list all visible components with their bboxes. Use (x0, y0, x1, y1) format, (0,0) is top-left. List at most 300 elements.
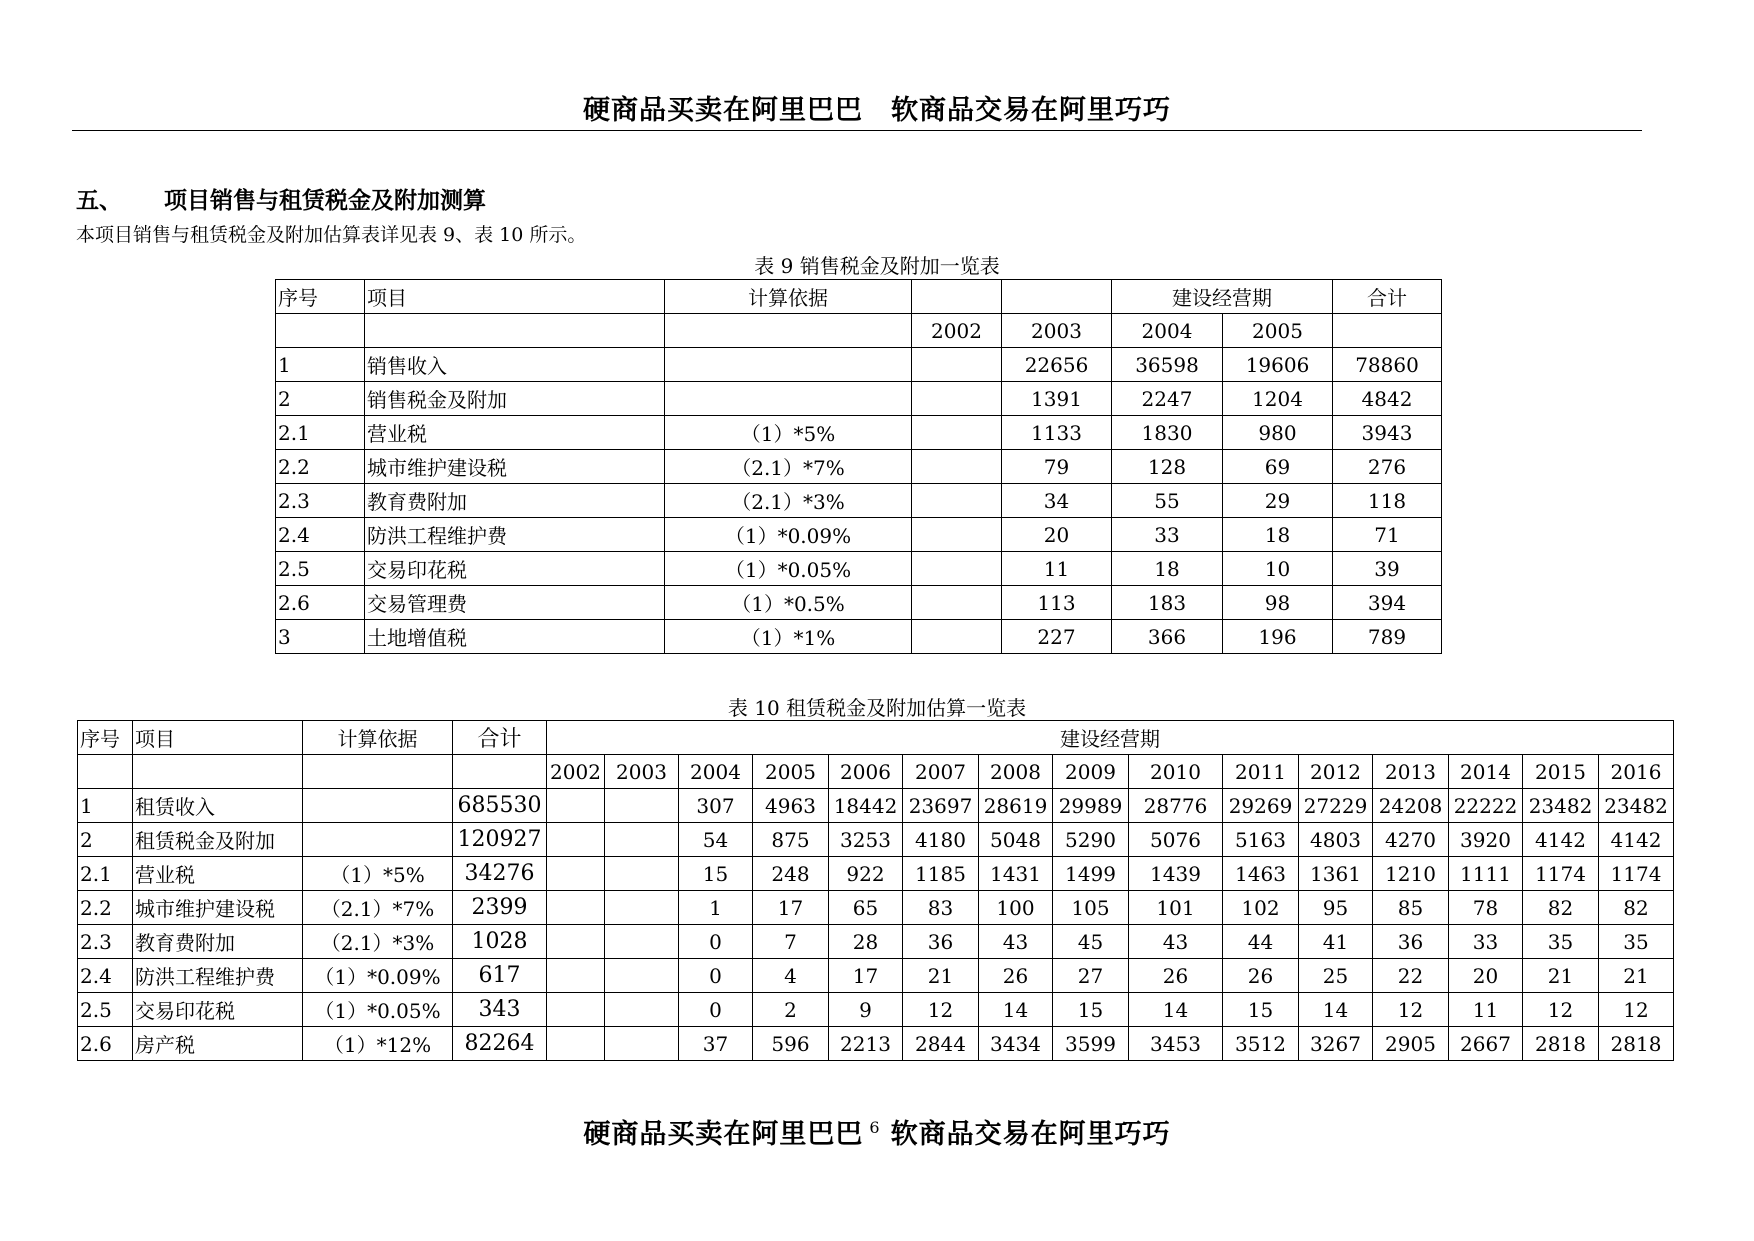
table10-caption: 表 10 租赁税金及附加估算一览表 (727, 696, 1027, 720)
table10-year: 2014 (1449, 755, 1523, 789)
table9-cell-value: 20 (1002, 518, 1112, 552)
table10-cell-value: 27 (1053, 959, 1129, 993)
table10-cell-value (547, 891, 605, 925)
table10-cell-value: 3453 (1129, 1027, 1223, 1061)
table10-year-blank (78, 755, 133, 789)
table9-cell-no: 1 (276, 348, 365, 382)
table10-cell-total: 617 (453, 959, 547, 993)
table10-cell-value (605, 925, 679, 959)
table10-cell-value (605, 823, 679, 857)
table9-cell-value: 1830 (1112, 416, 1223, 450)
table9-year-blank (665, 314, 912, 348)
table9-cell-value: 18 (1223, 518, 1333, 552)
intro-paragraph: 本项目销售与租赁税金及附加估算表详见表 9、表 10 所示。 (76, 224, 587, 246)
table9-cell-value: 183 (1112, 586, 1223, 620)
table9-cell-total: 39 (1333, 552, 1442, 586)
table10-header-basis: 计算依据 (303, 721, 453, 755)
table9-header-row (276, 280, 1442, 314)
table9-cell-value (912, 484, 1002, 518)
table10-row (78, 823, 1674, 857)
table10-cell-total: 120927 (453, 823, 547, 857)
footer-right-text: 软商品交易在阿里巧巧 (890, 1119, 1171, 1150)
table9-cell-value: 980 (1223, 416, 1333, 450)
table10-cell-value: 2 (753, 993, 829, 1027)
table10-cell-item: 防洪工程维护费 (133, 959, 303, 993)
table10-body (78, 789, 1674, 1061)
table10-cell-value: 20 (1449, 959, 1523, 993)
table10-cell-value: 17 (753, 891, 829, 925)
table9-cell-value: 1204 (1223, 382, 1333, 416)
table9-year: 2003 (1002, 314, 1112, 348)
section-heading (76, 182, 486, 215)
table10-cell-value: 15 (1223, 993, 1299, 1027)
table9-caption: 表 9 销售税金及附加一览表 (754, 254, 1000, 278)
table10-cell-value (605, 789, 679, 823)
table9-year: 2004 (1112, 314, 1223, 348)
table10-row (78, 857, 1674, 891)
table9-cell-total: 4842 (1333, 382, 1442, 416)
table10-header-row (78, 721, 1674, 755)
table9-cell-value (912, 450, 1002, 484)
table10-cell-value: 83 (903, 891, 979, 925)
table10-cell-value: 0 (679, 925, 753, 959)
table10-cell-value: 82 (1599, 891, 1674, 925)
table10-cell-value: 4963 (753, 789, 829, 823)
table10-year-blank (303, 755, 453, 789)
table10-cell-value: 1499 (1053, 857, 1129, 891)
rental-tax-table (77, 720, 1674, 1061)
table10-cell-value: 29269 (1223, 789, 1299, 823)
table10-cell-item: 交易印花税 (133, 993, 303, 1027)
table10-cell-value: 2844 (903, 1027, 979, 1061)
table10-header-item: 项目 (133, 721, 303, 755)
table10-cell-value: 23697 (903, 789, 979, 823)
table10-cell-value: 11 (1449, 993, 1523, 1027)
table9-row (276, 484, 1442, 518)
table10-header-no: 序号 (78, 721, 133, 755)
table10-cell-value: 4180 (903, 823, 979, 857)
table10-cell-total: 1028 (453, 925, 547, 959)
table9-cell-total: 789 (1333, 620, 1442, 654)
table10-cell-value: 26 (979, 959, 1053, 993)
table10-year-row (78, 755, 1674, 789)
table10-cell-value: 4270 (1373, 823, 1449, 857)
table10-cell-item: 教育费附加 (133, 925, 303, 959)
table10-cell-basis: （1）*0.09% (303, 959, 453, 993)
table10-cell-value: 78 (1449, 891, 1523, 925)
table9-year: 2002 (912, 314, 1002, 348)
table9-cell-value: 113 (1002, 586, 1112, 620)
table9-cell-item: 销售收入 (365, 348, 665, 382)
table10-cell-value: 65 (829, 891, 903, 925)
table9-header-blank (1002, 280, 1112, 314)
table9-cell-value: 11 (1002, 552, 1112, 586)
table10-year-blank (453, 755, 547, 789)
table9-cell-value: 2247 (1112, 382, 1223, 416)
table9-cell-no: 2.3 (276, 484, 365, 518)
table10-cell-value (605, 993, 679, 1027)
table9-cell-basis: （1）*1% (665, 620, 912, 654)
table9-cell-value: 128 (1112, 450, 1223, 484)
table10-cell-value (547, 993, 605, 1027)
table10-cell-value: 1174 (1523, 857, 1599, 891)
table10-cell-value: 1174 (1599, 857, 1674, 891)
table9-row (276, 586, 1442, 620)
table10-cell-value: 5290 (1053, 823, 1129, 857)
table10-cell-value: 2213 (829, 1027, 903, 1061)
table10-year-blank (133, 755, 303, 789)
table10-cell-value (547, 959, 605, 993)
table10-cell-value: 14 (1129, 993, 1223, 1027)
table10-cell-no: 2.1 (78, 857, 133, 891)
table10-cell-value: 12 (903, 993, 979, 1027)
table10-cell-value: 54 (679, 823, 753, 857)
table10-cell-basis (303, 789, 453, 823)
table10-cell-value: 102 (1223, 891, 1299, 925)
table9-cell-value (912, 348, 1002, 382)
table10-year: 2016 (1599, 755, 1674, 789)
table9-cell-value (912, 382, 1002, 416)
table10-cell-value: 0 (679, 993, 753, 1027)
table10-cell-value: 21 (1523, 959, 1599, 993)
table10-cell-value: 1463 (1223, 857, 1299, 891)
table10-year: 2007 (903, 755, 979, 789)
table10-cell-no: 2 (78, 823, 133, 857)
table10-cell-value: 95 (1299, 891, 1373, 925)
table10-cell-value (547, 857, 605, 891)
page-header: 硬商品买卖在阿里巴巴 软商品交易在阿里巧巧 (583, 95, 1171, 126)
section-number: 五、 (76, 187, 122, 214)
table9-cell-basis (665, 382, 912, 416)
table10-cell-value: 2667 (1449, 1027, 1523, 1061)
table10-year: 2013 (1373, 755, 1449, 789)
table9-cell-value: 69 (1223, 450, 1333, 484)
table10-row (78, 959, 1674, 993)
table10-cell-value (605, 891, 679, 925)
footer-left-text: 硬商品买卖在阿里巴巴 (583, 1119, 864, 1150)
table10-cell-value: 1111 (1449, 857, 1523, 891)
table9-row (276, 450, 1442, 484)
table9-cell-basis: （1）*0.5% (665, 586, 912, 620)
table9-cell-item: 交易印花税 (365, 552, 665, 586)
table9-cell-value: 196 (1223, 620, 1333, 654)
table10-cell-value: 12 (1373, 993, 1449, 1027)
table10-cell-value: 5048 (979, 823, 1053, 857)
table10-cell-value: 29989 (1053, 789, 1129, 823)
table10-cell-value: 28776 (1129, 789, 1223, 823)
table10-year: 2009 (1053, 755, 1129, 789)
table10-cell-value: 3253 (829, 823, 903, 857)
table10-year: 2005 (753, 755, 829, 789)
table9-header-blank (912, 280, 1002, 314)
table10-cell-value: 33 (1449, 925, 1523, 959)
table9-cell-value (912, 620, 1002, 654)
table9-cell-value: 79 (1002, 450, 1112, 484)
table9-cell-value: 33 (1112, 518, 1223, 552)
table9-cell-basis: （2.1）*3% (665, 484, 912, 518)
table10-year: 2006 (829, 755, 903, 789)
page-footer (0, 1112, 1754, 1151)
table10-cell-value: 5163 (1223, 823, 1299, 857)
table10-cell-no: 2.2 (78, 891, 133, 925)
table9-year-blank (276, 314, 365, 348)
table10-cell-value: 85 (1373, 891, 1449, 925)
table9-cell-total: 71 (1333, 518, 1442, 552)
table10-cell-item: 营业税 (133, 857, 303, 891)
table10-cell-basis: （2.1）*7% (303, 891, 453, 925)
table9-header-period: 建设经营期 (1112, 280, 1333, 314)
table10-cell-basis: （1）*12% (303, 1027, 453, 1061)
table9-cell-item: 土地增值税 (365, 620, 665, 654)
table10-year: 2010 (1129, 755, 1223, 789)
table9-cell-item: 营业税 (365, 416, 665, 450)
table10-year: 2008 (979, 755, 1053, 789)
table10-cell-value: 4142 (1523, 823, 1599, 857)
header-divider (72, 130, 1642, 131)
table10-cell-value: 21 (903, 959, 979, 993)
table9-cell-total: 394 (1333, 586, 1442, 620)
sales-tax-table (275, 279, 1442, 654)
table9-cell-basis (665, 348, 912, 382)
table9-cell-basis: （1）*5% (665, 416, 912, 450)
table10-cell-no: 1 (78, 789, 133, 823)
table10-cell-item: 租赁收入 (133, 789, 303, 823)
table10-year: 2011 (1223, 755, 1299, 789)
table10-cell-value: 82 (1523, 891, 1599, 925)
table10-cell-value: 3920 (1449, 823, 1523, 857)
table10-cell-value: 14 (1299, 993, 1373, 1027)
table10-cell-value: 1210 (1373, 857, 1449, 891)
table9-cell-value: 1391 (1002, 382, 1112, 416)
table10-cell-value: 44 (1223, 925, 1299, 959)
table10-cell-value (605, 1027, 679, 1061)
table10-row (78, 891, 1674, 925)
table10-cell-value: 105 (1053, 891, 1129, 925)
table10-cell-value: 1431 (979, 857, 1053, 891)
table10-cell-value: 25 (1299, 959, 1373, 993)
table10-row (78, 1027, 1674, 1061)
table9-cell-value: 36598 (1112, 348, 1223, 382)
table10-cell-value: 4803 (1299, 823, 1373, 857)
table9-year-row (276, 314, 1442, 348)
table10-year: 2015 (1523, 755, 1599, 789)
table9-cell-value: 1133 (1002, 416, 1112, 450)
table9-cell-value: 366 (1112, 620, 1223, 654)
table10-cell-value: 12 (1523, 993, 1599, 1027)
table10-cell-value: 4 (753, 959, 829, 993)
table10-row (78, 789, 1674, 823)
table10-cell-value: 41 (1299, 925, 1373, 959)
table10-cell-value: 2818 (1599, 1027, 1674, 1061)
table9-cell-basis: （1）*0.05% (665, 552, 912, 586)
table9-header-basis: 计算依据 (665, 280, 912, 314)
table10-cell-value: 15 (1053, 993, 1129, 1027)
table9-cell-basis: （2.1）*7% (665, 450, 912, 484)
table10-cell-value: 15 (679, 857, 753, 891)
table9-row (276, 382, 1442, 416)
table9-row (276, 348, 1442, 382)
table10-cell-value: 875 (753, 823, 829, 857)
table9-cell-value (912, 552, 1002, 586)
table10-cell-item: 房产税 (133, 1027, 303, 1061)
table10-cell-value: 922 (829, 857, 903, 891)
table9-cell-no: 2.2 (276, 450, 365, 484)
table10-cell-value: 4142 (1599, 823, 1674, 857)
table10-cell-value: 24208 (1373, 789, 1449, 823)
table9-cell-value (912, 586, 1002, 620)
table10-cell-value: 5076 (1129, 823, 1223, 857)
table10-cell-no: 2.3 (78, 925, 133, 959)
table9-cell-item: 教育费附加 (365, 484, 665, 518)
table10-cell-value (547, 823, 605, 857)
table10-cell-value (547, 925, 605, 959)
table10-cell-value: 3267 (1299, 1027, 1373, 1061)
table10-cell-value: 3512 (1223, 1027, 1299, 1061)
table9-cell-value: 22656 (1002, 348, 1112, 382)
table9-cell-no: 2.4 (276, 518, 365, 552)
table10-cell-value: 307 (679, 789, 753, 823)
table10-cell-value: 36 (903, 925, 979, 959)
table10-cell-no: 2.6 (78, 1027, 133, 1061)
table9-header-item: 项目 (365, 280, 665, 314)
table10-cell-value: 37 (679, 1027, 753, 1061)
table10-cell-value: 2818 (1523, 1027, 1599, 1061)
table10-cell-value: 1 (679, 891, 753, 925)
table10-cell-value: 248 (753, 857, 829, 891)
table9-cell-total: 118 (1333, 484, 1442, 518)
table9-row (276, 620, 1442, 654)
table10-cell-value: 0 (679, 959, 753, 993)
table9-cell-no: 3 (276, 620, 365, 654)
table10-cell-value (605, 857, 679, 891)
table9-cell-item: 防洪工程维护费 (365, 518, 665, 552)
table9-cell-total: 276 (1333, 450, 1442, 484)
table10-cell-value: 43 (1129, 925, 1223, 959)
table10-cell-value: 1361 (1299, 857, 1373, 891)
table10-cell-value: 12 (1599, 993, 1674, 1027)
table10-cell-value: 14 (979, 993, 1053, 1027)
table10-cell-value: 43 (979, 925, 1053, 959)
table10-cell-value: 101 (1129, 891, 1223, 925)
page-number: 6 (869, 1118, 881, 1137)
table10-cell-no: 2.5 (78, 993, 133, 1027)
table9-cell-item: 销售税金及附加 (365, 382, 665, 416)
table10-cell-basis (303, 823, 453, 857)
table10-cell-value (547, 789, 605, 823)
table10-cell-value: 36 (1373, 925, 1449, 959)
table10-year: 2003 (605, 755, 679, 789)
table10-cell-value: 7 (753, 925, 829, 959)
table9-row (276, 552, 1442, 586)
table10-cell-value: 45 (1053, 925, 1129, 959)
table9-header-no: 序号 (276, 280, 365, 314)
table10-year: 2004 (679, 755, 753, 789)
table10-cell-value: 3434 (979, 1027, 1053, 1061)
table9-row (276, 416, 1442, 450)
table9-cell-no: 2 (276, 382, 365, 416)
table10-cell-value: 23482 (1599, 789, 1674, 823)
table10-cell-value: 27229 (1299, 789, 1373, 823)
table9-cell-value: 18 (1112, 552, 1223, 586)
table10-cell-value: 100 (979, 891, 1053, 925)
table10-cell-total: 685530 (453, 789, 547, 823)
table10-row (78, 925, 1674, 959)
table10-cell-value: 1185 (903, 857, 979, 891)
table10-cell-value: 26 (1223, 959, 1299, 993)
table10-cell-total: 343 (453, 993, 547, 1027)
table9-cell-value: 29 (1223, 484, 1333, 518)
table10-cell-value: 596 (753, 1027, 829, 1061)
table10-cell-value: 26 (1129, 959, 1223, 993)
table9-cell-no: 2.5 (276, 552, 365, 586)
table10-cell-no: 2.4 (78, 959, 133, 993)
table9-cell-no: 2.1 (276, 416, 365, 450)
table10-cell-value: 35 (1599, 925, 1674, 959)
table9-header-total: 合计 (1333, 280, 1442, 314)
table10-cell-value: 22222 (1449, 789, 1523, 823)
table9-body (276, 348, 1442, 654)
table9-cell-value: 98 (1223, 586, 1333, 620)
table9-cell-item: 城市维护建设税 (365, 450, 665, 484)
table10-cell-value: 17 (829, 959, 903, 993)
table10-cell-value: 28619 (979, 789, 1053, 823)
table10-cell-value (547, 1027, 605, 1061)
table9-cell-basis: （1）*0.09% (665, 518, 912, 552)
table10-cell-value (605, 959, 679, 993)
table10-header-period: 建设经营期 (547, 721, 1674, 755)
table10-cell-total: 34276 (453, 857, 547, 891)
table10-cell-basis: （2.1）*3% (303, 925, 453, 959)
table10-year: 2002 (547, 755, 605, 789)
table9-cell-value: 19606 (1223, 348, 1333, 382)
table9-cell-value: 55 (1112, 484, 1223, 518)
table10-cell-item: 租赁税金及附加 (133, 823, 303, 857)
table9-cell-value (912, 416, 1002, 450)
table10-cell-value: 35 (1523, 925, 1599, 959)
table10-cell-total: 2399 (453, 891, 547, 925)
table10-cell-value: 28 (829, 925, 903, 959)
table9-year-blank (365, 314, 665, 348)
table9-cell-total: 3943 (1333, 416, 1442, 450)
table10-cell-item: 城市维护建设税 (133, 891, 303, 925)
table10-year: 2012 (1299, 755, 1373, 789)
table9-cell-total: 78860 (1333, 348, 1442, 382)
table10-cell-value: 9 (829, 993, 903, 1027)
table9-cell-value: 10 (1223, 552, 1333, 586)
table9-cell-no: 2.6 (276, 586, 365, 620)
table9-cell-value: 34 (1002, 484, 1112, 518)
table10-cell-value: 22 (1373, 959, 1449, 993)
table10-cell-value: 18442 (829, 789, 903, 823)
table10-cell-value: 3599 (1053, 1027, 1129, 1061)
table9-cell-item: 交易管理费 (365, 586, 665, 620)
table10-cell-value: 2905 (1373, 1027, 1449, 1061)
table10-cell-value: 23482 (1523, 789, 1599, 823)
table9-row (276, 518, 1442, 552)
table9-cell-value (912, 518, 1002, 552)
table10-header-total: 合计 (453, 721, 547, 755)
section-title: 项目销售与租赁税金及附加测算 (164, 187, 486, 214)
table10-cell-total: 82264 (453, 1027, 547, 1061)
table9-cell-value: 227 (1002, 620, 1112, 654)
table9-year-blank (1333, 314, 1442, 348)
table10-cell-basis: （1）*0.05% (303, 993, 453, 1027)
table10-cell-value: 21 (1599, 959, 1674, 993)
table10-cell-value: 1439 (1129, 857, 1223, 891)
table10-cell-basis: （1）*5% (303, 857, 453, 891)
table10-row (78, 993, 1674, 1027)
table9-year: 2005 (1223, 314, 1333, 348)
